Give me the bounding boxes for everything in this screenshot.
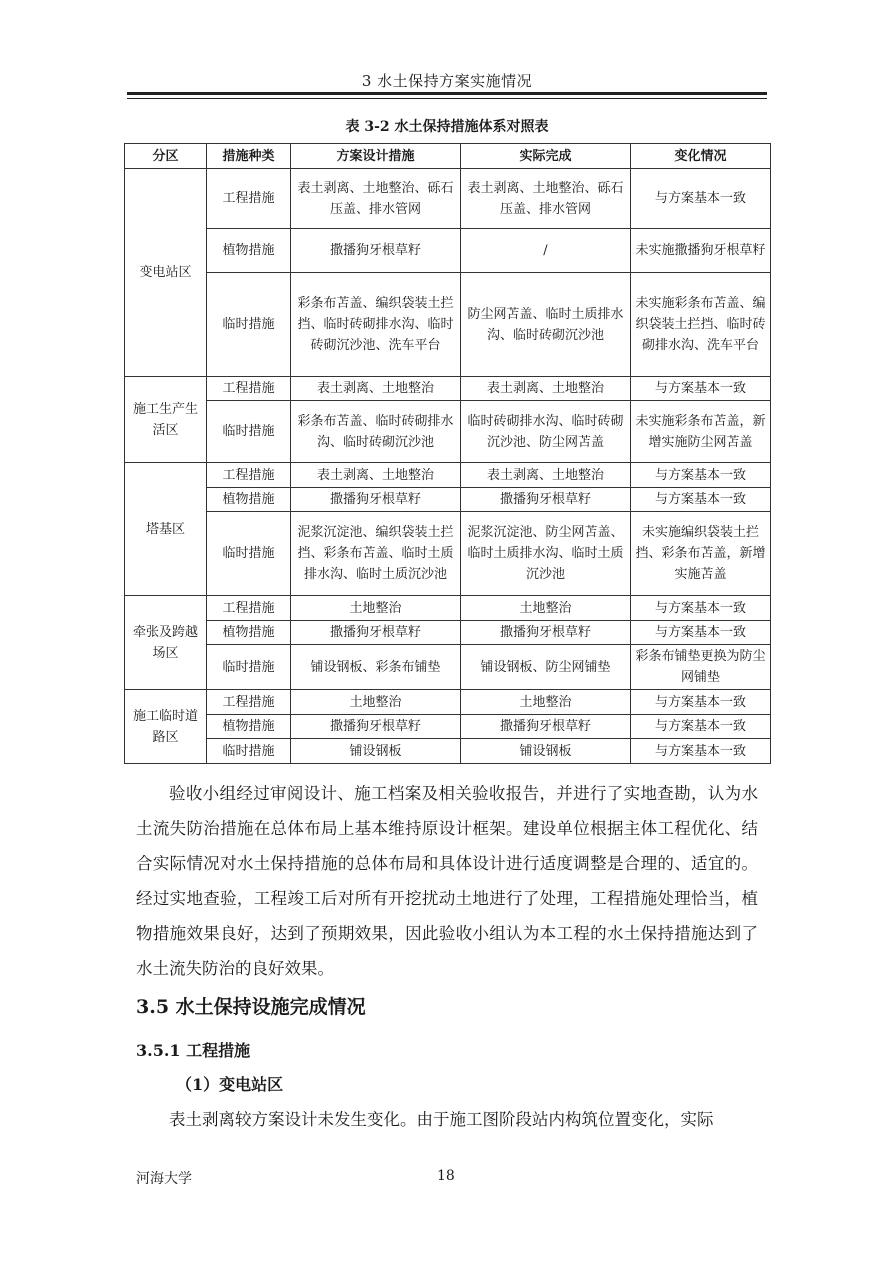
measures-table xyxy=(124,143,771,764)
table-row xyxy=(125,512,771,596)
change-cell: 与方案基本一致 xyxy=(631,463,771,488)
table-row xyxy=(125,739,771,764)
table-row xyxy=(125,169,771,229)
header-rule-thin xyxy=(127,98,767,99)
zone-cell: 变电站区 xyxy=(125,169,207,377)
design-cell: 撒播狗牙根草籽 xyxy=(291,488,461,512)
header-rule-thick xyxy=(127,92,767,95)
actual-cell: 表土剥离、土地整治 xyxy=(461,377,631,401)
change-cell: 未实施彩条布苫盖，新增实施防尘网苫盖 xyxy=(631,401,771,463)
design-cell: 撒播狗牙根草籽 xyxy=(291,715,461,739)
table-header-row xyxy=(125,144,771,169)
measure-type-cell: 植物措施 xyxy=(207,488,291,512)
running-header: 3 水土保持方案实施情况 xyxy=(361,72,533,90)
design-cell: 撒播狗牙根草籽 xyxy=(291,229,461,273)
actual-cell: 土地整治 xyxy=(461,690,631,715)
change-cell: 未实施撒播狗牙根草籽 xyxy=(631,229,771,273)
table-row xyxy=(125,273,771,377)
measure-type-cell: 植物措施 xyxy=(207,229,291,273)
zone-cell: 牵张及跨越场区 xyxy=(125,596,207,690)
design-cell: 土地整治 xyxy=(291,690,461,715)
design-cell: 泥浆沉淀池、编织袋装土拦挡、彩条布苫盖、临时土质排水沟、临时土质沉沙池 xyxy=(291,512,461,596)
column-header: 措施种类 xyxy=(207,144,291,169)
measure-type-cell: 植物措施 xyxy=(207,621,291,645)
design-cell: 表土剥离、土地整治 xyxy=(291,377,461,401)
actual-cell: 铺设钢板、防尘网铺垫 xyxy=(461,645,631,690)
measure-type-cell: 工程措施 xyxy=(207,377,291,401)
table-row xyxy=(125,715,771,739)
table-row xyxy=(125,488,771,512)
table-row xyxy=(125,229,771,273)
change-cell: 与方案基本一致 xyxy=(631,596,771,621)
column-header: 方案设计措施 xyxy=(291,144,461,169)
change-cell: 与方案基本一致 xyxy=(631,169,771,229)
table-row xyxy=(125,463,771,488)
zone-cell: 施工生产生活区 xyxy=(125,377,207,463)
design-cell: 撒播狗牙根草籽 xyxy=(291,621,461,645)
actual-cell: 撒播狗牙根草籽 xyxy=(461,621,631,645)
design-cell: 表土剥离、土地整治 xyxy=(291,463,461,488)
change-cell: 未实施编织袋装土拦挡、彩条布苫盖，新增实施苫盖 xyxy=(631,512,771,596)
section-heading: 3.5 水土保持设施完成情况 xyxy=(136,996,366,1018)
change-cell: 与方案基本一致 xyxy=(631,715,771,739)
table-row xyxy=(125,377,771,401)
design-cell: 彩条布苫盖、临时砖砌排水沟、临时砖砌沉沙池 xyxy=(291,401,461,463)
actual-cell: 土地整治 xyxy=(461,596,631,621)
measure-type-cell: 工程措施 xyxy=(207,169,291,229)
actual-cell: / xyxy=(461,229,631,273)
table-row xyxy=(125,401,771,463)
actual-cell: 防尘网苫盖、临时土质排水沟、临时砖砌沉沙池 xyxy=(461,273,631,377)
design-cell: 土地整治 xyxy=(291,596,461,621)
measure-type-cell: 临时措施 xyxy=(207,512,291,596)
substation-paragraph: 表土剥离较方案设计未发生变化。由于施工图阶段站内构筑位置变化，实际 xyxy=(169,1110,714,1129)
zone-cell: 施工临时道路区 xyxy=(125,690,207,764)
design-cell: 彩条布苫盖、编织袋装土拦挡、临时砖砌排水沟、临时砖砌沉沙池、洗车平台 xyxy=(291,273,461,377)
change-cell: 未实施彩条布苫盖、编织袋装土拦挡、临时砖砌排水沟、洗车平台 xyxy=(631,273,771,377)
actual-cell: 表土剥离、土地整治 xyxy=(461,463,631,488)
page-number: 18 xyxy=(437,1168,455,1184)
design-cell: 铺设钢板、彩条布铺垫 xyxy=(291,645,461,690)
design-cell: 表土剥离、土地整治、砾石压盖、排水管网 xyxy=(291,169,461,229)
actual-cell: 铺设钢板 xyxy=(461,739,631,764)
footer-institution: 河海大学 xyxy=(136,1171,192,1187)
subsection-heading: 3.5.1 工程措施 xyxy=(136,1041,251,1060)
actual-cell: 撒播狗牙根草籽 xyxy=(461,715,631,739)
measure-type-cell: 植物措施 xyxy=(207,715,291,739)
column-header: 变化情况 xyxy=(631,144,771,169)
measure-type-cell: 临时措施 xyxy=(207,645,291,690)
actual-cell: 撒播狗牙根草籽 xyxy=(461,488,631,512)
zone-cell: 塔基区 xyxy=(125,463,207,596)
column-header: 分区 xyxy=(125,144,207,169)
acceptance-paragraph: 验收小组经过审阅设计、施工档案及相关验收报告，并进行了实地查勘，认为水土流失防治措施在总体布局上基本维持原设计框架。建设单位根据主体工程优化、结合实际情况对水土保持措施的总体布局和具体设计进行适度调整是合理的、适宜的。经过实地查验，工程竣工后对所有开挖扰动土地进行了处理，工程措施处理恰当，植物措施效果良好，达到了预期效果，因此验收小组认为本工程的水土保持措施达到了水土流失防治的良好效果。 xyxy=(136,784,758,978)
column-header: 实际完成 xyxy=(461,144,631,169)
item-heading: （1）变电站区 xyxy=(176,1075,284,1094)
table-row xyxy=(125,645,771,690)
actual-cell: 表土剥离、土地整治、砾石压盖、排水管网 xyxy=(461,169,631,229)
design-cell: 铺设钢板 xyxy=(291,739,461,764)
change-cell: 与方案基本一致 xyxy=(631,739,771,764)
measure-type-cell: 临时措施 xyxy=(207,273,291,377)
change-cell: 彩条布铺垫更换为防尘网铺垫 xyxy=(631,645,771,690)
measure-type-cell: 临时措施 xyxy=(207,739,291,764)
change-cell: 与方案基本一致 xyxy=(631,377,771,401)
change-cell: 与方案基本一致 xyxy=(631,488,771,512)
table-row xyxy=(125,621,771,645)
measure-type-cell: 工程措施 xyxy=(207,596,291,621)
table-row xyxy=(125,596,771,621)
change-cell: 与方案基本一致 xyxy=(631,621,771,645)
table-caption: 表 3-2 水土保持措施体系对照表 xyxy=(345,119,549,135)
measure-type-cell: 工程措施 xyxy=(207,690,291,715)
table-row xyxy=(125,690,771,715)
actual-cell: 临时砖砌排水沟、临时砖砌沉沙池、防尘网苫盖 xyxy=(461,401,631,463)
actual-cell: 泥浆沉淀池、防尘网苫盖、临时土质排水沟、临时土质沉沙池 xyxy=(461,512,631,596)
measure-type-cell: 工程措施 xyxy=(207,463,291,488)
measure-type-cell: 临时措施 xyxy=(207,401,291,463)
change-cell: 与方案基本一致 xyxy=(631,690,771,715)
